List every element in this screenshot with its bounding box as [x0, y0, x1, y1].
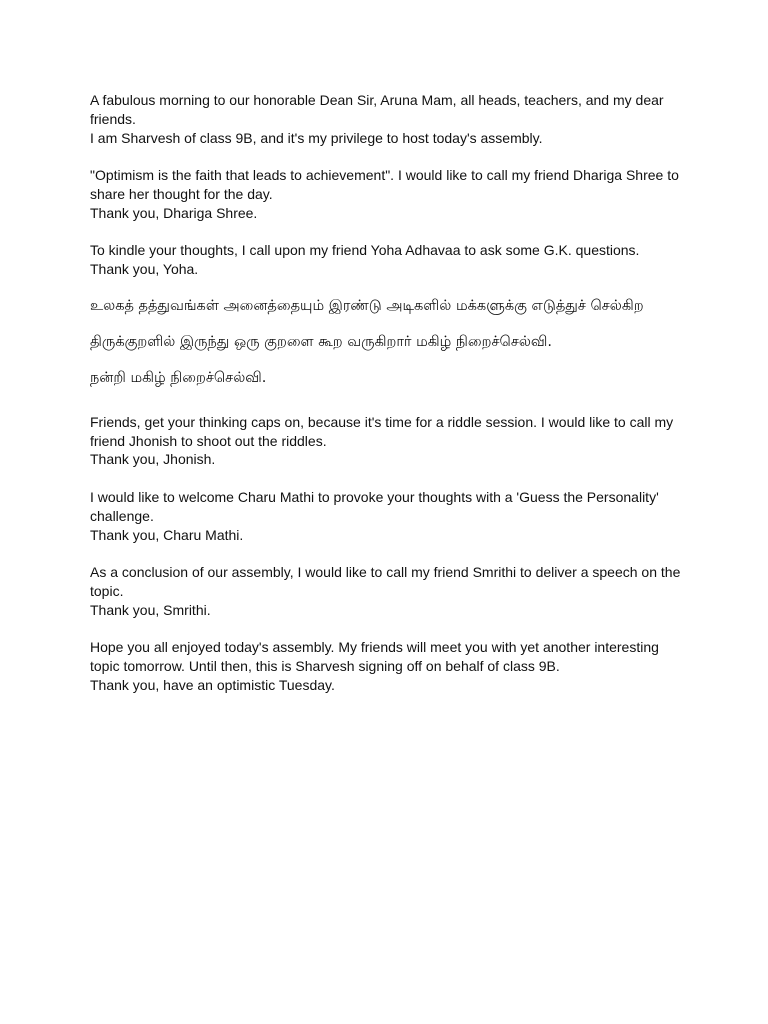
thank-you-line: Thank you, Smrithi. [90, 601, 211, 618]
tamil-introduction-line: உலகத் தத்துவங்கள் அனைத்தையும் இரண்டு அடிகளில் மக்களுக்கு எடுத்துச் செல்கிற [90, 297, 644, 314]
greeting-line: A fabulous morning to our honorable Dean Sir, Aruna Mam, all heads, teachers, and my dear friends. [90, 92, 664, 127]
closing-thank-you-line: Thank you, have an optimistic Tuesday. [90, 676, 335, 693]
closing-paragraph [90, 638, 682, 694]
closing-line: Hope you all enjoyed today's assembly. My friends will meet you with yet another interesting topic tomorrow. Until then, this is Sharvesh signing off on behalf of class 9B. [90, 639, 659, 675]
speech-paragraph [90, 563, 682, 619]
thank-you-line: Thank you, Yoha. [90, 261, 199, 278]
thank-you-line: Thank you, Jhonish. [90, 451, 216, 468]
guess-personality-line: I would like to welcome Charu Mathi to provoke your thoughts with a 'Guess the Personality' challenge. [90, 488, 659, 524]
thank-you-line: Thank you, Dhariga Shree. [90, 204, 258, 221]
tamil-thank-you-line: நன்றி மகிழ் நிறைச்செல்வி. [90, 369, 267, 386]
greeting-paragraph [90, 91, 682, 147]
riddle-session-line: Friends, get your thinking caps on, because it's time for a riddle session. I would like to call my friend Jhonish to shoot out the riddles. [90, 413, 674, 449]
thought-for-day-paragraph [90, 166, 682, 222]
tamil-thirukkural-line: திருக்குறளில் இருந்து ஒரு குறளை கூற வருகிறார் மகிழ் நிறைச்செல்வி. [90, 333, 553, 350]
guess-personality-paragraph [90, 488, 682, 544]
riddle-session-paragraph [90, 413, 682, 469]
speech-line: As a conclusion of our assembly, I would like to call my friend Smrithi to deliver a speech on the topic. [90, 564, 681, 599]
gk-questions-paragraph [90, 241, 682, 279]
thought-for-day-line: "Optimism is the faith that leads to achievement". I would like to call my friend Dhariga Shree to share her thought for the day. [90, 167, 679, 202]
thank-you-line: Thank you, Charu Mathi. [90, 526, 244, 543]
host-introduction-line: I am Sharvesh of class 9B, and it's my privilege to host today's assembly. [90, 129, 543, 146]
gk-questions-line: To kindle your thoughts, I call upon my friend Yoha Adhavaa to ask some G.K. questions. [90, 242, 640, 259]
document-page [90, 91, 682, 714]
